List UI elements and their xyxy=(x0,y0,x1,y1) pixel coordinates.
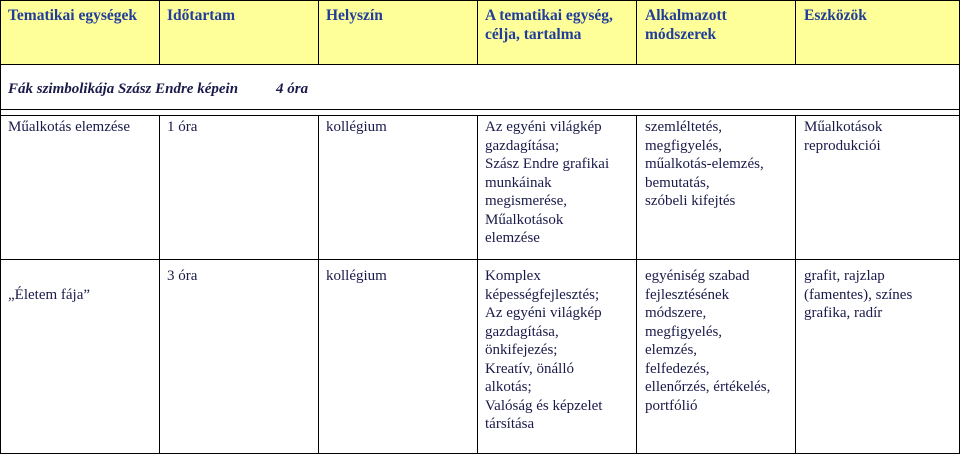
row1-unit: Műalkotás elemzése xyxy=(8,119,131,135)
column-divider xyxy=(795,0,796,64)
column-divider xyxy=(477,0,478,64)
row-divider xyxy=(0,109,960,110)
row2-content: Komplex képességfejlesztés; Az egyéni világkép gazdagítása, önkifejezés; Kreatív, önálló alkotás; Valóság és képzelet társítása xyxy=(485,268,603,432)
column-divider xyxy=(636,115,637,454)
row2-unit-text: „Életem fája” xyxy=(8,286,91,303)
row2-tools: grafit, rajzlap (famentes), színes grafika, radír xyxy=(804,268,913,321)
row-divider xyxy=(0,64,960,65)
table-border-left xyxy=(0,0,1,454)
column-divider xyxy=(477,115,478,454)
row1-duration: 1 óra xyxy=(167,119,198,135)
column-divider xyxy=(318,115,319,454)
header-location: Helyszín xyxy=(326,7,383,24)
row2-location: kollégium xyxy=(326,268,387,284)
column-divider xyxy=(159,115,160,454)
header-methods: Alkalmazott módszerek xyxy=(645,7,727,43)
column-divider xyxy=(159,0,160,64)
row1-content: Az egyéni világkép gazdagítása; Szász Endre grafikai munkáinak megismerése, Műalkotások elemzése xyxy=(485,119,610,246)
column-divider xyxy=(318,0,319,64)
row2-duration: 3 óra xyxy=(167,268,198,284)
header-tools: Eszközök xyxy=(804,7,867,24)
row2-unit xyxy=(8,260,156,330)
row1-methods: szemléltetés, megfigyelés, műalkotás-elemzés, bemutatás, szóbeli kifejtés xyxy=(645,119,764,209)
row2-methods: egyéniség szabad fejlesztésének módszere, megfigyelés, elemzés, felfedezés, ellenőrzés, értékelés, portfólió xyxy=(645,268,771,414)
header-units: Tematikai egységek xyxy=(8,7,138,24)
header-content: A tematikai egység, célja, tartalma xyxy=(485,7,613,43)
table-border-top xyxy=(0,0,960,1)
row1-tools: Műalkotások reprodukciói xyxy=(804,119,883,154)
row-divider xyxy=(0,115,960,116)
section-duration: 4 óra xyxy=(276,81,309,97)
column-divider xyxy=(636,0,637,64)
section-title: Fák szimbolikája Szász Endre képein xyxy=(8,81,239,97)
column-divider xyxy=(795,115,796,454)
header-duration: Időtartam xyxy=(167,7,236,24)
row1-location: kollégium xyxy=(326,119,387,135)
